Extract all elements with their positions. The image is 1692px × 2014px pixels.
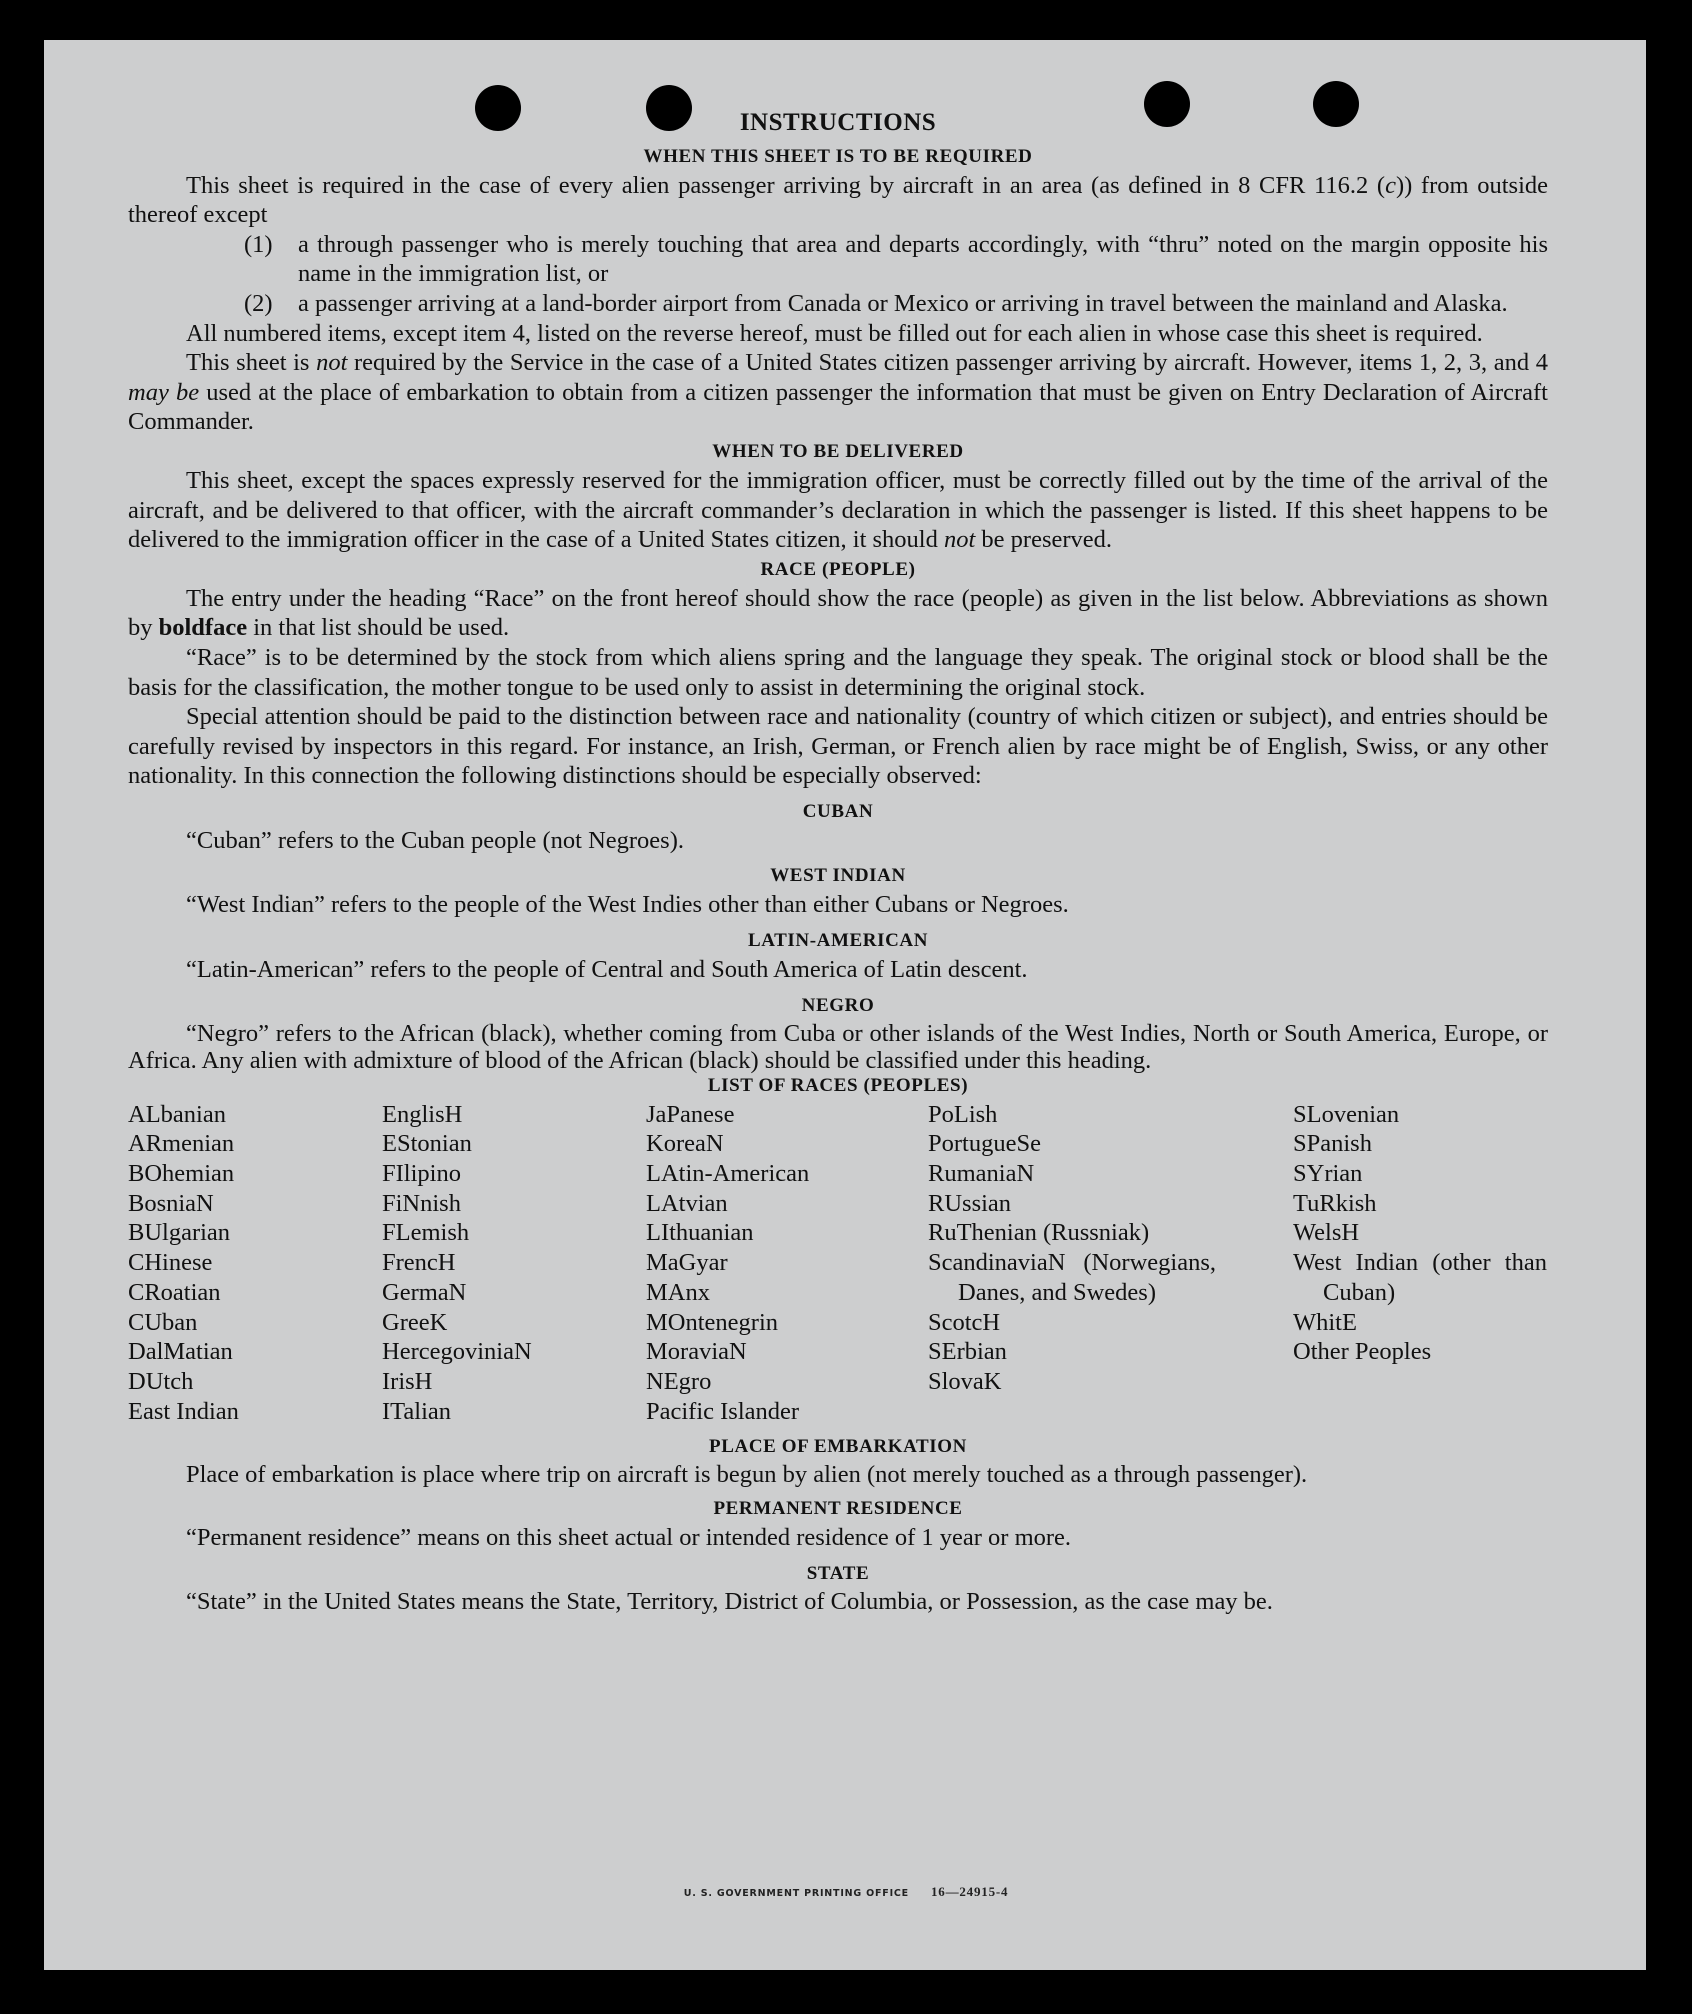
- text-segment: “Cuban” refers to the Cuban people (not Negroes).: [186, 826, 684, 854]
- race-entry: PoLish: [928, 1100, 998, 1128]
- race-column: [128, 1100, 382, 1427]
- text-segment: This sheet, except the spaces expressly reserved for the immigration officer, must be correctly filled out by the time of the arrival of the aircraft, and be delivered to that officer, with the aircraft commander’s declaration in which the passenger is listed. If this sheet happens to be delivered to the immigration officer in the case of a United States citizen, it should: [128, 466, 1548, 554]
- text-segment: “Latin-American” refers to the people of Central and South America of Latin descent.: [186, 956, 1028, 984]
- race-entry: EStonian: [382, 1130, 472, 1158]
- text-segment: “State” in the United States means the State, Territory, District of Columbia, or Possession, as the case may be.: [186, 1587, 1273, 1615]
- race-entry: BosniaN: [128, 1189, 214, 1217]
- race-entry: SlovaK: [928, 1367, 1002, 1395]
- item-text: a passenger arriving at a land-border airport from Canada or Mexico or arriving in travel between the mainland and Alaska.: [298, 289, 1508, 317]
- italic-text: not: [316, 349, 348, 377]
- race-entry: SLovenian: [1293, 1100, 1400, 1128]
- race-entry: DalMatian: [128, 1338, 233, 1366]
- printer-imprint: [0, 1884, 1692, 1900]
- exception-item: [244, 289, 1548, 319]
- section-heading: RACE (PEOPLE): [760, 558, 916, 580]
- text-segment: be preserved.: [975, 526, 1113, 554]
- paragraph: [128, 890, 1548, 920]
- paragraph: [128, 955, 1548, 985]
- race-entry: LAtin-American: [646, 1160, 810, 1188]
- text-segment: The entry under the heading “Race” on the front hereof should show the race (people) as given in the list below. Abbreviations as shown by: [128, 584, 1548, 642]
- paragraph: [128, 1588, 1548, 1615]
- race-entry: Other Peoples: [1293, 1338, 1432, 1366]
- section-heading: LATIN-AMERICAN: [747, 930, 929, 952]
- paragraph: [128, 702, 1548, 791]
- italic-text: c: [1385, 171, 1396, 199]
- printer-name: U. S. GOVERNMENT PRINTING OFFICE: [683, 1888, 909, 1899]
- race-entry: RumaniaN: [928, 1160, 1035, 1188]
- paragraph: [128, 171, 1548, 230]
- text-segment: “Permanent residence” means on this sheet actual or intended residence of 1 year or more.: [186, 1524, 1072, 1552]
- paragraph: [128, 1523, 1548, 1553]
- section-heading: CUBAN: [802, 800, 874, 822]
- race-entry: FLemish: [382, 1219, 470, 1247]
- text-segment: )) from outside thereof except: [128, 171, 1548, 229]
- race-entry: SYrian: [1293, 1160, 1363, 1188]
- page-title: INSTRUCTIONS: [739, 109, 937, 136]
- race-entry: LIthuanian: [646, 1219, 754, 1247]
- text-segment: “West Indian” refers to the people of the West Indies other than either Cubans or Negroes.: [186, 891, 1069, 919]
- race-entry: WhitE: [1293, 1308, 1357, 1336]
- race-entry: SErbian: [928, 1338, 1007, 1366]
- item-number: (2): [244, 289, 273, 317]
- race-entry: CRoatian: [128, 1278, 221, 1306]
- text-segment: All numbered items, except item 4, listed on the reverse hereof, must be filled out for each alien in whose case this sheet is required.: [186, 319, 1483, 347]
- race-entry: BUlgarian: [128, 1219, 231, 1247]
- race-entry: FiNnish: [382, 1189, 461, 1217]
- race-entry: DUtch: [128, 1367, 194, 1395]
- race-entry: RuThenian (Russniak): [928, 1219, 1150, 1247]
- item-text: a through passenger who is merely touching that area and departs accordingly, with “thru” noted on the margin opposite his name in the immigration list, or: [298, 230, 1548, 288]
- race-entry: FIlipino: [382, 1160, 461, 1188]
- race-entry: JaPanese: [646, 1100, 735, 1128]
- text-segment: required by the Service in the case of a United States citizen passenger arriving by aircraft. However, items 1, 2, 3, and 4: [347, 349, 1548, 377]
- paragraph: [128, 643, 1548, 702]
- race-list: [128, 1100, 1548, 1427]
- race-entry: MOntenegrin: [646, 1308, 778, 1336]
- paragraph: [128, 826, 1548, 856]
- paragraph: [128, 319, 1548, 349]
- paragraph: [128, 348, 1548, 437]
- paragraph: [128, 1020, 1548, 1074]
- section-heading: WHEN TO BE DELIVERED: [712, 440, 964, 462]
- race-entry: West Indian (other than Cuban): [1293, 1249, 1547, 1306]
- race-entry: East Indian: [128, 1397, 239, 1425]
- race-entry: MaGyar: [646, 1249, 728, 1277]
- text-segment: in that list should be used.: [247, 614, 510, 642]
- text-segment: used at the place of embarkation to obtain from a citizen passenger the information that must be given on Entry Declaration of Aircraft Commander.: [128, 378, 1548, 436]
- race-entry: MAnx: [646, 1278, 710, 1306]
- race-entry: ALbanian: [128, 1100, 226, 1128]
- section-heading: PERMANENT RESIDENCE: [713, 1498, 963, 1520]
- item-number: (1): [244, 230, 273, 258]
- race-entry: RUssian: [928, 1189, 1012, 1217]
- italic-text: not: [943, 526, 976, 554]
- text-segment: “Race” is to be determined by the stock from which aliens spring and the language they speak. The original stock or blood shall be the basis for the classification, the mother tongue to be used only to assist in determining the original stock.: [128, 643, 1548, 701]
- text-segment: Special attention should be paid to the distinction between race and nationality (country of which citizen or subject), and entries should be carefully revised by inspectors in this regard. For instance, an Irish, German, or French alien by race might be of English, Swiss, or any other nationality. In this connection the following distinctions should be especially observed:: [128, 703, 1548, 790]
- section-heading: WEST INDIAN: [770, 865, 906, 887]
- race-entry: CHinese: [128, 1249, 213, 1277]
- race-entry: GreeK: [382, 1308, 448, 1336]
- race-entry: GermaN: [382, 1278, 467, 1306]
- race-entry: ScotcH: [928, 1308, 1001, 1336]
- race-entry: LAtvian: [646, 1189, 728, 1217]
- race-entry: TuRkish: [1293, 1189, 1377, 1217]
- text-segment: This sheet is required in the case of every alien passenger arriving by aircraft in an area (as defined in 8 CFR 116.2 (: [186, 171, 1386, 199]
- race-entry: ITalian: [382, 1397, 452, 1425]
- race-entry: CUban: [128, 1308, 198, 1336]
- race-entry: PortugueSe: [928, 1130, 1041, 1158]
- race-column: [1293, 1100, 1547, 1427]
- race-column: [646, 1100, 928, 1427]
- race-entry: SPanish: [1293, 1130, 1372, 1158]
- italic-text: may be: [128, 378, 200, 406]
- race-entry: ARmenian: [128, 1130, 235, 1158]
- race-entry: WelsH: [1293, 1219, 1360, 1247]
- form-code: 16—24915-4: [930, 1884, 1009, 1899]
- section-heading: PLACE OF EMBARKATION: [709, 1436, 967, 1458]
- race-entry: HercegoviniaN: [382, 1338, 532, 1366]
- section-heading: STATE: [806, 1562, 870, 1584]
- race-entry: NEgro: [646, 1367, 712, 1395]
- race-entry: Pacific Islander: [646, 1397, 800, 1425]
- race-entry: FrencH: [382, 1249, 456, 1277]
- paragraph: [128, 1461, 1548, 1488]
- section-heading: WHEN THIS SHEET IS TO BE REQUIRED: [643, 145, 1033, 167]
- race-entry: IrisH: [382, 1367, 433, 1395]
- paragraph: [128, 584, 1548, 643]
- paragraph: [128, 466, 1548, 555]
- exception-item: [244, 230, 1548, 289]
- race-entry: KoreaN: [646, 1130, 724, 1158]
- text-segment: Place of embarkation is place where trip on aircraft is begun by alien (not merely touched as a through passenger).: [186, 1461, 1308, 1489]
- race-entry: MoraviaN: [646, 1338, 747, 1366]
- bold-text: boldface: [158, 614, 248, 642]
- section-heading: NEGRO: [801, 994, 875, 1016]
- race-entry: ScandinaviaN (Norwegians, Danes, and Swedes): [928, 1249, 1216, 1306]
- text-segment: “Negro” refers to the African (black), whether coming from Cuba or other islands of the West Indies, North or South America, Europe, or Africa. Any alien with admixture of blood of the African (black) should be classified under this heading.: [128, 1019, 1548, 1074]
- instructions-content: [128, 108, 1548, 1615]
- text-segment: This sheet is: [186, 349, 317, 377]
- section-heading: LIST OF RACES (PEOPLES): [707, 1074, 969, 1096]
- race-column: [382, 1100, 646, 1427]
- race-entry: EnglisH: [382, 1100, 463, 1128]
- race-entry: BOhemian: [128, 1160, 235, 1188]
- race-column: [928, 1100, 1216, 1427]
